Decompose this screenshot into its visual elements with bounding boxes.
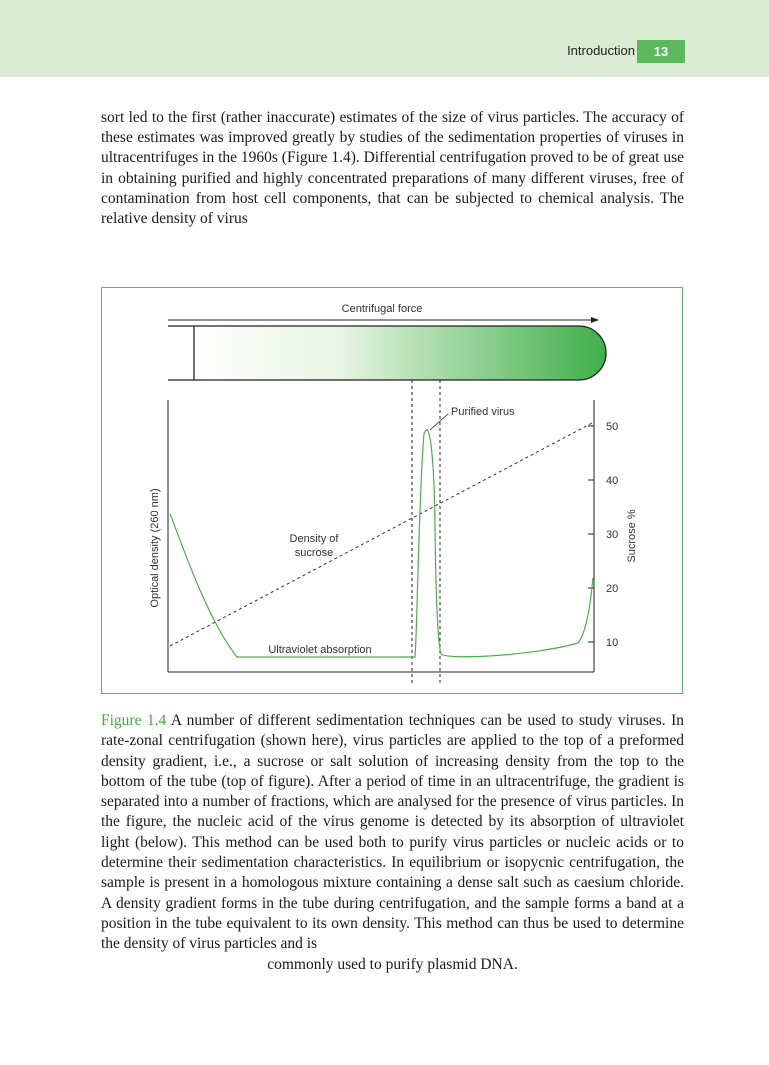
header-band	[0, 0, 769, 77]
figure-caption	[101, 711, 684, 975]
caption-last-line: commonly used to purify plasmid DNA.	[267, 955, 518, 973]
uv-absorption-label: Ultraviolet absorption	[268, 644, 372, 656]
right-axis-ticks	[588, 421, 618, 649]
y-left-label: Optical density (260 nm)	[149, 488, 161, 608]
caption-text: A number of different sedimentation techniques can be used to study viruses. In rate-zonal centrifugation (shown here), virus particles are applied to the top of a preformed density gradient, i.e., a sucrose or salt solution of increasing density from the top to the bottom of the tube (top of figure). After a period of time in an ultracentrifuge, the gradient is separated into a number of fractions, which are analysed for the presence of virus particles. In the figure, the nucleic acid of the virus genome is detected by its absorption of ultraviolet light (below). This method can be used both to purify virus particles or nucleic acids or to determine their sedimentation characteristics. In equilibrium or isopycnic centrifugation, the sample is present in a homologous mixture containing a dense salt such as caesium chloride. A density gradient forms in the tube during centrifugation, and the sample forms a band at a position in the tube equivalent to its own density. This method can thus be used to determine the density of virus particles and is	[101, 712, 685, 953]
running-head: Introduction	[567, 43, 635, 58]
page-number: 13	[637, 40, 685, 63]
right-tick-label: 30	[606, 529, 619, 541]
purified-virus-label: Purified virus	[451, 406, 515, 418]
right-tick-label: 10	[606, 637, 619, 649]
uv-absorption-curve	[170, 430, 593, 657]
tube-body	[194, 326, 606, 380]
right-tick-label: 50	[606, 421, 619, 433]
sucrose-density-line	[170, 422, 594, 646]
right-tick-label: 20	[606, 583, 619, 595]
right-tick-label: 40	[606, 475, 619, 487]
density-label-line2: sucrose	[294, 547, 334, 559]
force-label: Centrifugal force	[341, 303, 423, 315]
purified-virus-leader	[430, 414, 448, 430]
figure-svg	[102, 288, 684, 695]
figure-1-4	[101, 287, 683, 694]
density-label-line1: Density of	[289, 533, 339, 545]
body-paragraph: sort led to the first (rather inaccurate) estimates of the size of virus particles. The accuracy of these estimates was improved greatly by studies of the sedimentation properties of viruses in ultracentrifuges in the 1960s (Figure 1.4). Differential centrifugation proved to be of great use in obtaining purified and highly concentrated preparations of many different viruses, free of contamination from host cell components, that can be subjected to chemical analysis. The relative density of virus	[101, 109, 684, 228]
y-right-label: Sucrose %	[626, 509, 638, 563]
caption-label: Figure 1.4	[101, 712, 167, 729]
